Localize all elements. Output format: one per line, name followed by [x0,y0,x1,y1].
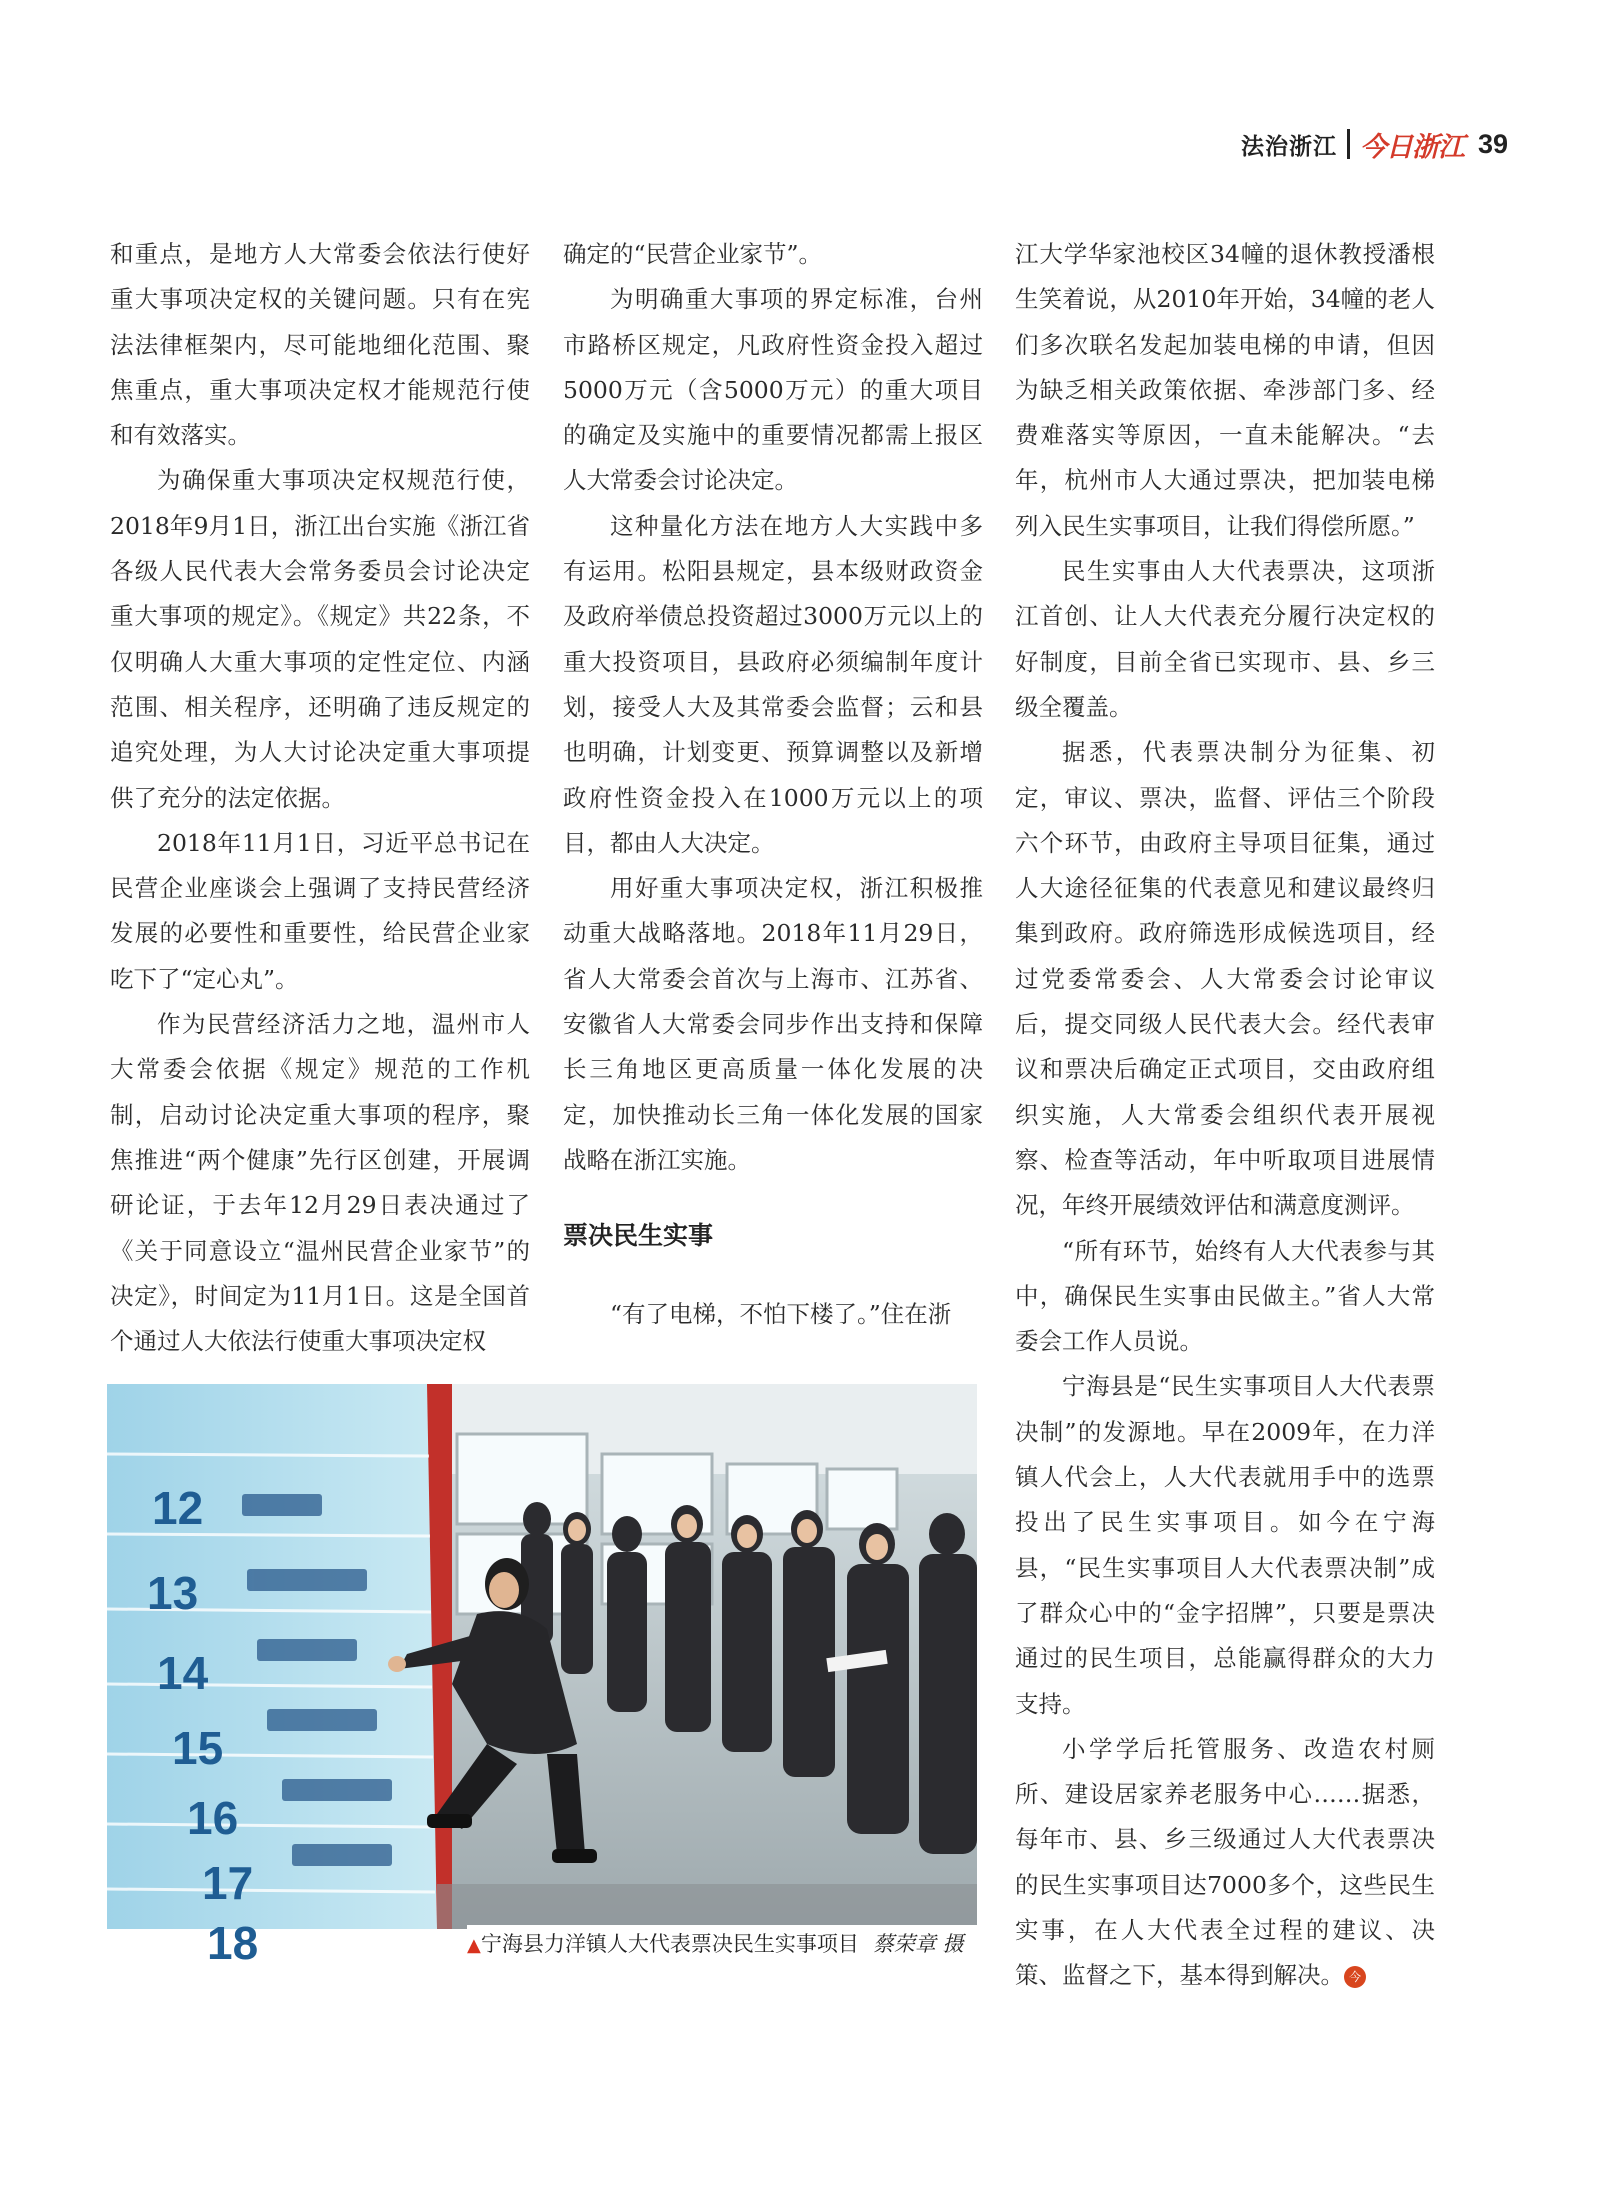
magazine-logo: 今日浙江 [1359,131,1464,163]
triangle-icon: ▲ [467,1935,481,1956]
article-column-1 [110,232,530,1364]
photo-credit: 蔡荣章 摄 [872,1932,964,1956]
board-number: 15 [172,1722,224,1774]
section-subheading: 票决民生实事 [563,1221,714,1251]
paragraph: 为明确重大事项的界定标准，台州市路桥区规定，凡政府性资金投入超过5000万元（含5000万元）的重大项目的确定及实施中的重要情况都需上报区人大常委会讨论决定。 [563,285,983,495]
article-column-3 [1015,232,1435,1990]
board-number: 14 [157,1647,209,1699]
paragraph: 2018年11月1日，习近平总书记在民营企业座谈会上强调了支持民营经济发展的必要性和重要性，给民营企业家吃下了“定心丸”。 [110,828,530,993]
section-title: 法治浙江 [1240,133,1337,160]
board-number: 16 [187,1792,239,1844]
board-number: 18 [207,1917,259,1969]
caption-text: 宁海县力洋镇人大代表票决民生实事项目 [480,1932,859,1956]
paragraph: 和重点，是地方人大常委会依法行使好重大事项决定权的关键问题。只有在宪法法律框架内，尽可能地细化范围、聚焦重点，重大事项决定权才能规范行使和有效落实。 [110,240,530,450]
paragraph: 这种量化方法在地方人大实践中多有运用。松阳县规定，县本级财政资金及政府举债总投资超过3000万元以上的重大投资项目，县政府必须编制年度计划，接受人大及其常委会监督；云和县也明确，计划变更、预算调整以及新增政府性资金投入在1000万元以上的项目，都由人大决定。 [563,511,983,857]
board-number: 13 [147,1567,199,1619]
paragraph: 确定的“民营企业家节”。 [563,240,823,268]
paragraph: 用好重大事项决定权，浙江积极推动重大战略落地。2018年11月29日，省人大常委会首次与上海市、江苏省、安徽省人大常委会同步作出支持和保障长三角地区更高质量一体化发展的决定，加快推动长三角一体化发展的国家战略在浙江实施。 [563,874,983,1174]
paragraph-text: 小学学后托管服务、改造农村厕所、建设居家养老服务中心……据悉，每年市、县、乡三级通过人大代表票决的民生实事项目达7000多个，这些民生实事，在人大代表全过程的建议、决策、监督之下，基本得到解决。 [1015,1734,1435,1990]
page-header [1241,122,1508,166]
paragraph: 江大学华家池校区34幢的退休教授潘根生笑着说，从2010年开始，34幢的老人们多次联名发起加装电梯的申请，但因为缺乏相关政策依据、牵涉部门多、经费难落实等原因，一直未能解决。“去年，杭州市人大通过票决，把加装电梯列入民生实事项目，让我们得偿所愿。” [1015,240,1435,540]
paragraph: 作为民营经济活力之地，温州市人大常委会依据《规定》规范的工作机制，启动讨论决定重大事项的程序，聚焦推进“两个健康”先行区创建，开展调研论证，于去年12月29日表决通过了《关于同意设立“温州民营企业家节”的决定》，时间定为11月1日。这是全国首个通过人大依法行使重大事项决定权 [110,1010,530,1356]
board-number: 17 [202,1857,254,1909]
end-mark-icon: 今 [1344,1966,1366,1988]
article-column-2 [563,232,983,1338]
photo-caption [467,1925,982,1963]
paragraph-final [1015,1727,1435,1999]
paragraph: 宁海县是“民生实事项目人大代表票决制”的发源地。早在2009年，在力洋镇人代会上，人大代表就用手中的选票投出了民生实事项目。如今在宁海县，“民生实事项目人大代表票决制”成了群众心中的“金字招牌”，只要是票决通过的民生项目，总能赢得群众的大力支持。 [1015,1372,1435,1718]
paragraph: 为确保重大事项决定权规范行使，2018年9月1日，浙江出台实施《浙江省各级人民代表大会常务委员会讨论决定重大事项的规定》。《规定》共22条，不仅明确人大重大事项的定性定位、内涵范围、相关程序，还明确了违反规定的追究处理，为人大讨论决定重大事项提供了充分的法定依据。 [110,466,530,812]
header-divider [1347,129,1350,159]
paragraph: “有了电梯，不怕下楼了。”住在浙 [610,1300,952,1329]
paragraph: 民生实事由人大代表票决，这项浙江首创、让人大代表充分履行决定权的好制度，目前全省已实现市、县、乡三级全覆盖。 [1015,557,1435,721]
paragraph: “所有环节，始终有人大代表参与其中，确保民生实事由民做主。”省人大常委会工作人员说。 [1015,1236,1435,1356]
page-number: 39 [1477,128,1508,159]
paragraph: 据悉，代表票决制分为征集、初定，审议、票决，监督、评估三个阶段六个环节，由政府主导项目征集，通过人大途径征集的代表意见和建议最终归集到政府。政府筛选形成候选项目，经过党委常委会、人大常委会讨论审议后，提交同级人民代表大会。经代表审议和票决后确定正式项目，交由政府组织实施，人大常委会组织代表开展视察、检查等活动，年中听取项目进展情况，年终开展绩效评估和满意度测评。 [1015,738,1435,1220]
board-number: 12 [152,1482,204,1534]
